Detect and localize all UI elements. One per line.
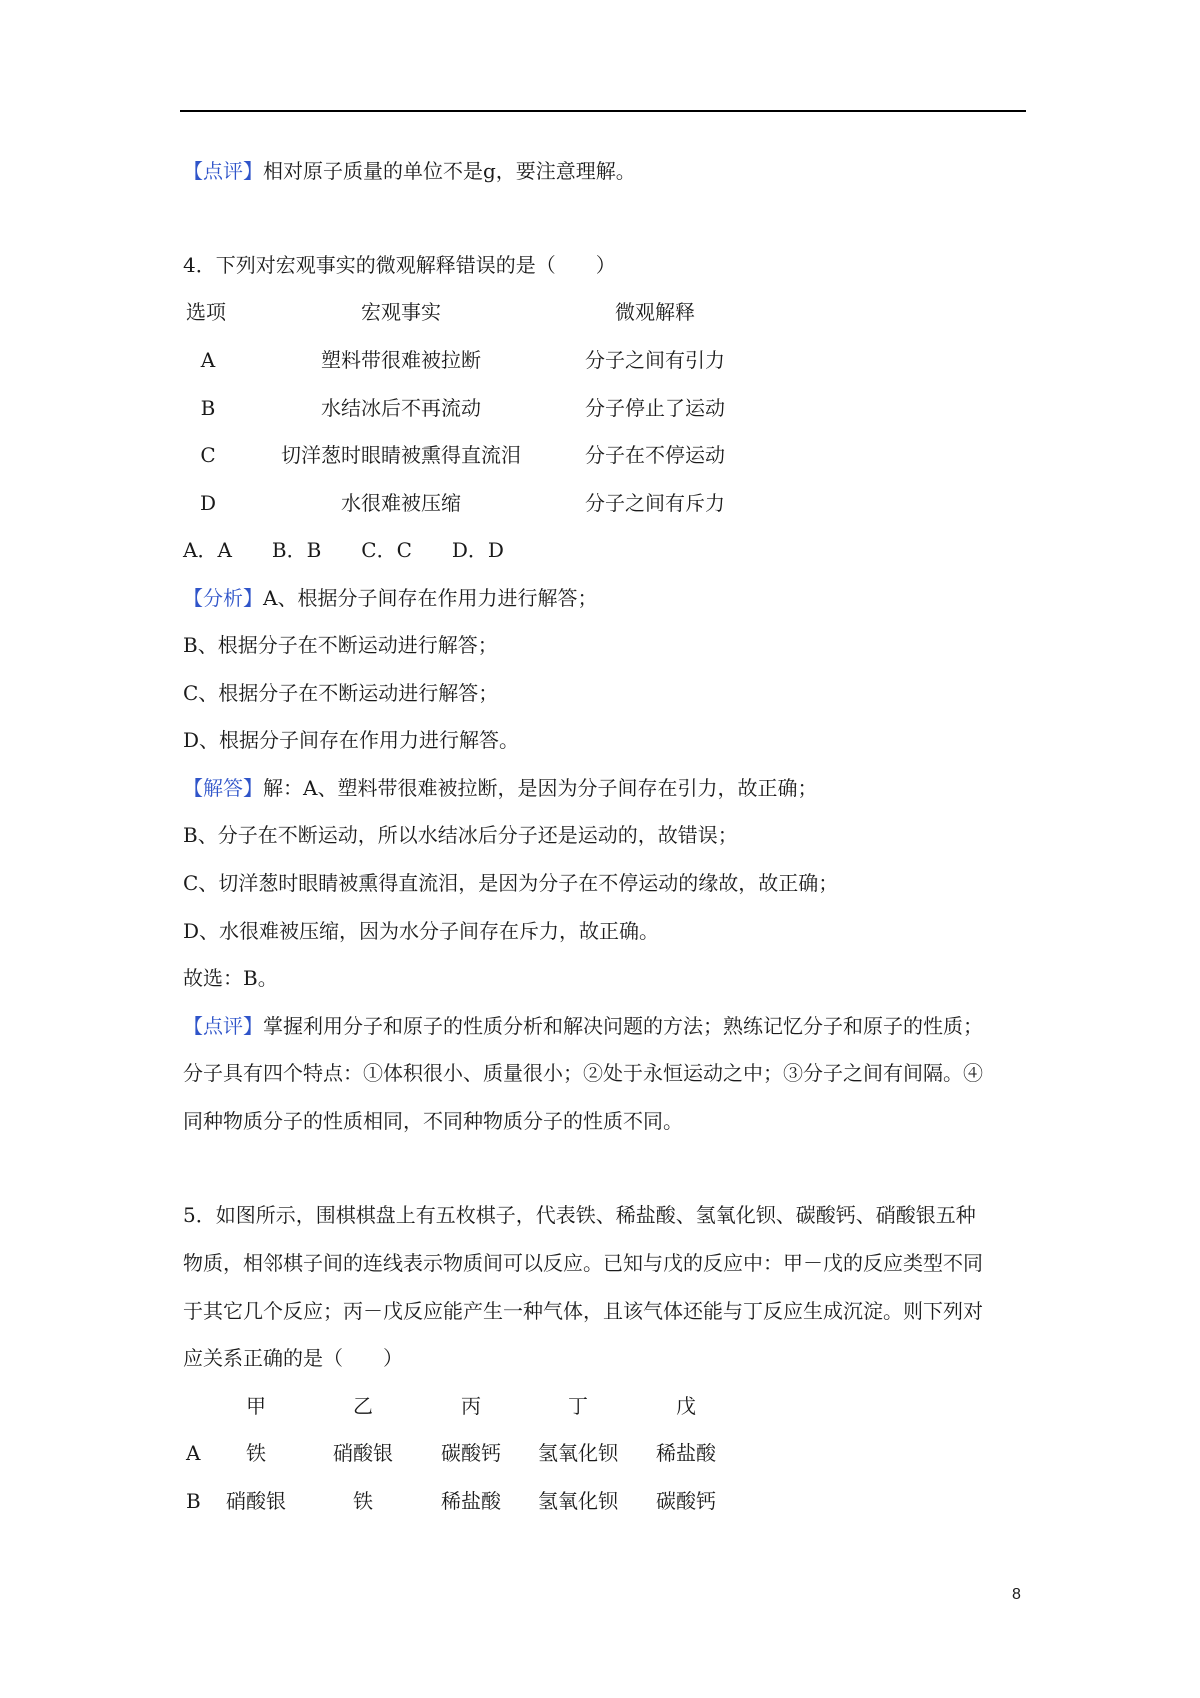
answer-line: C、切洋葱时眼睛被熏得直流泪，是因为分子在不停运动的缘故，故正确；: [183, 871, 839, 895]
table-cell: 碳酸钙: [656, 1489, 716, 1513]
table-cell-explanation: 分子之间有引力: [585, 348, 725, 372]
table-cell: 氢氧化钡: [538, 1489, 618, 1513]
table-cell-fact: 切洋葱时眼睛被熏得直流泪: [281, 443, 521, 467]
table-cell-explanation: 分子之间有斥力: [585, 491, 725, 515]
analysis-tag: 【分析】: [183, 586, 263, 610]
table-cell-fact: 塑料带很难被拉断: [321, 348, 481, 372]
table-cell: 碳酸钙: [441, 1441, 501, 1465]
table-cell: 铁: [246, 1441, 266, 1465]
table-cell: 硝酸银: [226, 1489, 286, 1513]
question-5-stem-line: 物质，相邻棋子间的连线表示物质间可以反应。已知与戊的反应中：甲－戊的反应类型不同: [183, 1251, 983, 1275]
table-cell: 硝酸银: [333, 1441, 393, 1465]
question-4-choices: A．A B．B C．C D．D: [183, 538, 504, 562]
table-cell: 稀盐酸: [441, 1489, 501, 1513]
comment-line: [183, 1012, 983, 1040]
comment-line: 分子具有四个特点：①体积很小、质量很小；②处于永恒运动之中；③分子之间有间隔。④: [183, 1061, 983, 1085]
answer-line: 故选：B。: [183, 966, 278, 990]
table-header: 乙: [353, 1394, 373, 1418]
table-cell-fact: 水结冰后不再流动: [321, 396, 481, 420]
table-header: 丙: [461, 1394, 481, 1418]
table-cell: 稀盐酸: [656, 1441, 716, 1465]
answer-line: [183, 774, 817, 802]
table-row-label: B: [186, 1489, 201, 1513]
table-cell-option: D: [199, 491, 217, 515]
comment-line: 同种物质分子的性质相同，不同种物质分子的性质不同。: [183, 1109, 683, 1133]
table-header: 戊: [676, 1394, 696, 1418]
analysis-text: A、根据分子间存在作用力进行解答；: [263, 586, 598, 610]
table-row-label: A: [186, 1441, 201, 1465]
analysis-line: D、根据分子间存在作用力进行解答。: [183, 728, 520, 752]
table-cell-option: B: [200, 396, 216, 420]
table-cell-option: C: [200, 443, 216, 467]
question-5-stem-line: 于其它几个反应；丙－戊反应能产生一种气体，且该气体还能与丁反应生成沉淀。则下列对: [183, 1299, 983, 1323]
table-header: 丁: [568, 1394, 588, 1418]
table-cell: 氢氧化钡: [538, 1441, 618, 1465]
answer-tag: 【解答】: [183, 776, 263, 800]
question-4-stem: 4．下列对宏观事实的微观解释错误的是（ ）: [183, 253, 616, 277]
analysis-line: B、根据分子在不断运动进行解答；: [183, 633, 498, 657]
page-number: 8: [1012, 1586, 1021, 1603]
table-cell-explanation: 分子停止了运动: [585, 396, 725, 420]
comment-text: 掌握利用分子和原子的性质分析和解决问题的方法；熟练记忆分子和原子的性质；: [263, 1014, 983, 1038]
table-header: 甲: [246, 1394, 266, 1418]
analysis-line: [183, 584, 597, 612]
answer-line: D、水很难被压缩，因为水分子间存在斥力，故正确。: [183, 919, 660, 943]
answer-text: 解：A、塑料带很难被拉断，是因为分子间存在引力，故正确；: [263, 776, 818, 800]
comment-tag: 【点评】: [183, 1014, 263, 1038]
table-cell-option: A: [200, 348, 216, 372]
table-header-option: 选项: [186, 300, 226, 324]
comment-text: 相对原子质量的单位不是g，要注意理解。: [263, 159, 636, 183]
answer-line: B、分子在不断运动，所以水结冰后分子还是运动的，故错误；: [183, 823, 738, 847]
q3-comment: [183, 157, 636, 185]
header-rule: [180, 110, 1026, 112]
analysis-line: C、根据分子在不断运动进行解答；: [183, 681, 499, 705]
question-5-stem-line: 5．如图所示，围棋棋盘上有五枚棋子，代表铁、稀盐酸、氢氧化钡、碳酸钙、硝酸银五种: [183, 1203, 976, 1227]
table-header-explanation: 微观解释: [615, 300, 695, 324]
table-cell-fact: 水很难被压缩: [341, 491, 461, 515]
question-5-stem-line: 应关系正确的是（ ）: [183, 1346, 403, 1370]
table-cell-explanation: 分子在不停运动: [585, 443, 725, 467]
comment-tag: 【点评】: [183, 159, 263, 183]
table-header-fact: 宏观事实: [361, 300, 441, 324]
table-cell: 铁: [353, 1489, 373, 1513]
